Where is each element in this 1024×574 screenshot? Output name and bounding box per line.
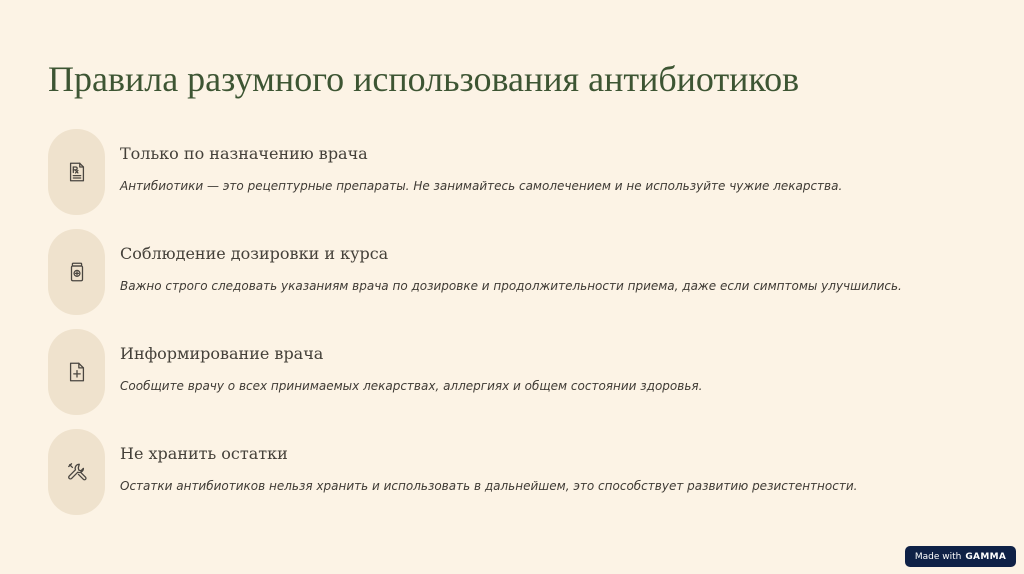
rule-item-dosage	[48, 229, 988, 315]
tools-icon	[66, 461, 88, 483]
rule-icon-container	[48, 429, 105, 515]
rule-icon-container	[48, 329, 105, 415]
rule-title: Не хранить остатки	[120, 444, 288, 463]
rule-description: Остатки антибиотиков нельзя хранить и использовать в дальнейшем, это способствует развитию резистентности.	[120, 479, 858, 493]
rule-item-no-leftovers	[48, 429, 988, 515]
rule-description: Важно строго следовать указаниям врача по дозировке и продолжительности приема, даже если симптомы улучшились.	[120, 279, 902, 293]
badge-prefix: Made with	[914, 551, 962, 562]
pill-bottle-icon	[66, 261, 88, 283]
medical-file-icon	[66, 361, 88, 383]
rule-item-inform-doctor	[48, 329, 988, 415]
rule-icon-container	[48, 229, 105, 315]
rule-title: Только по назначению врача	[120, 144, 368, 163]
rule-item-prescription	[48, 129, 988, 215]
rule-icon-container	[48, 129, 105, 215]
rule-title: Соблюдение дозировки и курса	[120, 244, 389, 263]
made-with-gamma-badge[interactable]	[905, 546, 1016, 567]
rule-title: Информирование врача	[120, 344, 324, 363]
page-title: Правила разумного использования антибиотиков	[48, 59, 800, 99]
rule-description: Сообщите врачу о всех принимаемых лекарствах, аллергиях и общем состоянии здоровья.	[120, 379, 703, 393]
rule-description: Антибиотики — это рецептурные препараты. Не занимайтесь самолечением и не используйте чужие лекарства.	[120, 179, 843, 193]
prescription-icon	[66, 161, 88, 183]
gamma-logo: GAMMA	[965, 551, 1007, 562]
